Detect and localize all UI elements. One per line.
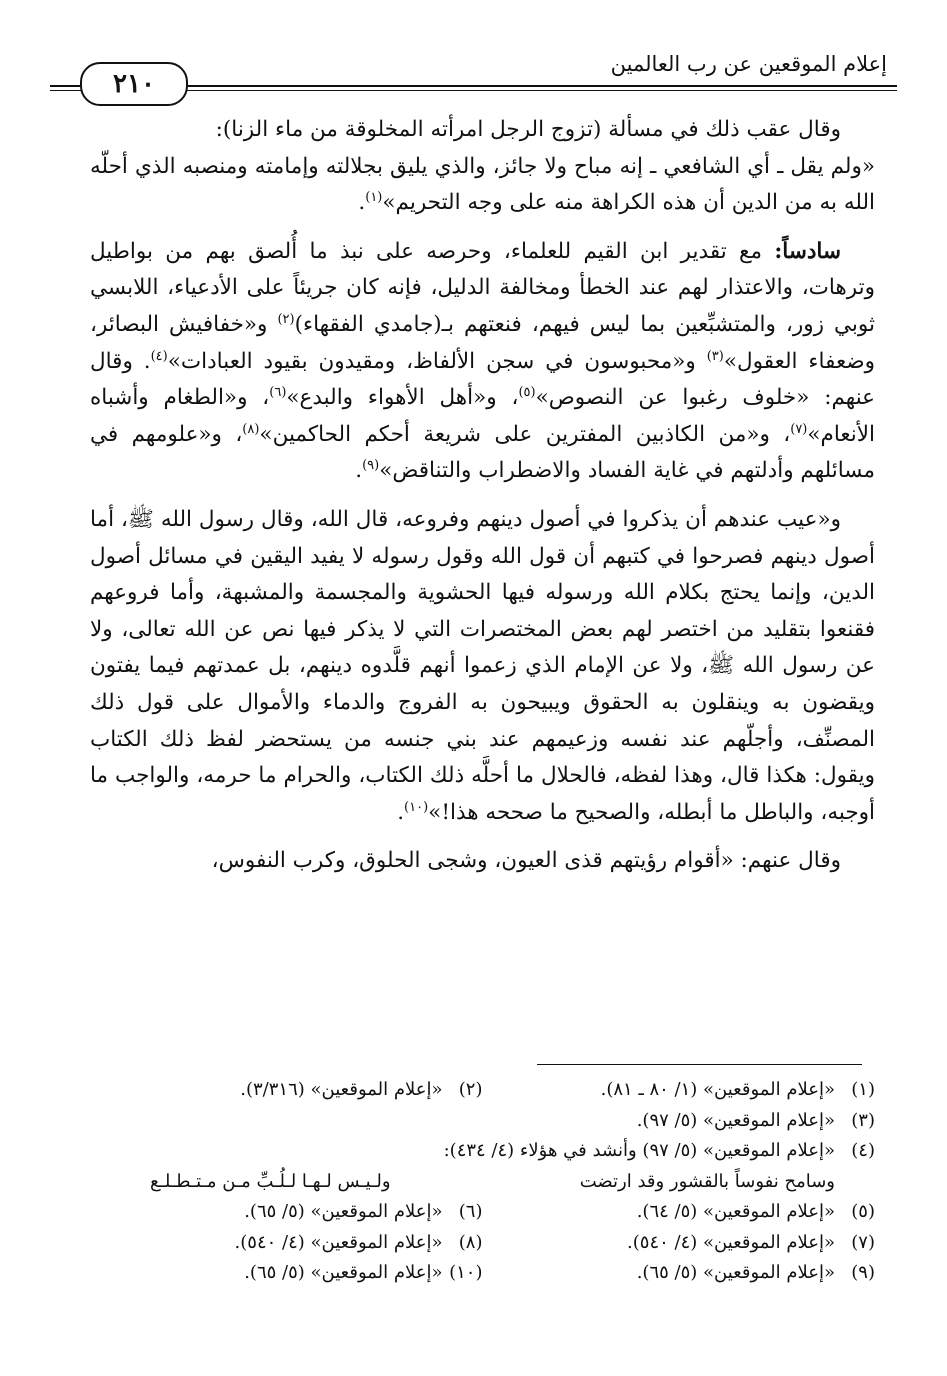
p2-end: . xyxy=(355,458,363,484)
footnote-text: «إعلام الموقعين» (٤/ ٥٤٠). xyxy=(627,1231,835,1253)
footnote-row xyxy=(90,1228,875,1259)
footnote-ref-4: (٤) xyxy=(150,348,168,364)
footnote-7 xyxy=(483,1228,876,1259)
footnote-number: (١) xyxy=(851,1079,875,1100)
footnote-separator xyxy=(537,1064,862,1065)
footnote-text: «إعلام الموقعين» (٥/ ٩٧). xyxy=(636,1109,835,1131)
footnote-number: (٤) xyxy=(851,1140,875,1161)
p4-text: وقال عنهم: «أقوام رؤيتهم قذى العيون، وشجى الحلوق، وكرب النفوس، xyxy=(211,848,841,874)
footnote-text: «إعلام الموقعين» (١/ ٨٠ ـ ٨١). xyxy=(600,1079,835,1100)
footnote-number: (٣) xyxy=(851,1109,875,1131)
footnote-text: «إعلام الموقعين» (٥/ ٦٥). xyxy=(244,1201,443,1222)
footnote-text: «إعلام الموقعين» (٥/ ٦٥). xyxy=(636,1262,835,1283)
footnote-number: (٩) xyxy=(851,1262,875,1283)
footnote-ref-7: (٧) xyxy=(790,421,808,437)
p2-text-e: ، و«أهل الأهواء والبدع» xyxy=(286,385,519,411)
footnote-10 xyxy=(90,1258,483,1289)
footnote-text: «إعلام الموقعين» (٥/ ٩٧) وأنشد في هؤلاء (٤/ ٤٣٤): xyxy=(443,1140,835,1161)
footnote-ref-2: (٢) xyxy=(277,311,295,327)
footnote-3 xyxy=(637,1106,875,1137)
footnote-4 xyxy=(444,1136,875,1167)
footnote-number: (٧) xyxy=(851,1231,875,1253)
paragraph-4 xyxy=(90,843,875,880)
footnote-text: «إعلام الموقعين» (٤/ ٥٤٠). xyxy=(234,1231,443,1253)
p1-line1: وقال عقب ذلك في مسألة (تزوج الرجل امرأته المخلوقة من ماء الزنا): xyxy=(215,117,841,142)
footnote-ref-6: (٦) xyxy=(269,385,287,400)
p2-text-f: ، و«الطغام وأشباه الأنعام» xyxy=(90,385,875,447)
footnote-ref-10: (١٠) xyxy=(404,799,429,815)
p2-text-d: . وقال عنهم: «خلوف رغبوا عن النصوص» xyxy=(90,348,876,411)
paragraph-1: وقال عقب ذلك في مسألة (تزوج الرجل امرأته المخلوقة من ماء الزنا): «ولم يقل ـ أي الشافعي ـ إنه مباح ولا جائز، والذي يليق بجلالته وإمامته ومنصبه الذي أحلّه الله به من الدين أن هذه الكراهة منه على وجه التحريم»$^{(١)}$. xyxy=(90,117,875,216)
poem-verse xyxy=(90,1167,875,1198)
p2-text-c: و«محبوسون في سجن الألفاظ، ومقيدون بقيود العبادات» xyxy=(167,348,707,374)
p3-text: و«عيب عندهم أن يذكروا في أصول دينهم وفروعه، قال الله، وقال رسول الله ﷺ، أما أصول دينهم فصرحوا في كتبهم أن قول الله وقول رسوله لا يفيد اليقين في مسائل أصول الدين، وإنما يحتج بكلام الله ورسوله فيها الحشوية والمجسمة والمشبهة، وأما فروعهم فقنعوا بتقليد من اختصر لهم بعض المختصرات التي لا يذكر فيها نص عن الله تعالى، ولا عن رسول الله ﷺ، ولا عن الإمام الذي زعموا أنهم قلَّدوه دينهم، بل عمدتهم فيما يفتون ويقضون به وينقلون به الحقوق ويبيحون به الفروج والدماء والأموال على قول ذلك المصنِّف، وأجلّهم عند نفسه وزعيمهم عند بني جنسه من يستحضر لفظ ذلك الكتاب ويقول: هكذا قال، وهذا لفظه، فالحلال ما أحلَّه ذلك الكتاب، والحرام ما حرمه، والواجب ما أوجبه، والباطل ما أبطله، والصحيح ما صححه هذا!» xyxy=(90,506,875,825)
p1-line2: «ولم يقل ـ أي الشافعي ـ إنه مباح ولا جائز، والذي يليق بجلالته وإمامته ومنصبه الذي أحلّه الله به من الدين أن هذه الكراهة منه على وجه التحريم» xyxy=(90,153,875,216)
footnote-number: (٦) xyxy=(458,1201,483,1222)
footnote-number: (٨) xyxy=(458,1231,483,1253)
footnote-1 xyxy=(483,1075,876,1106)
footnote-2 xyxy=(90,1075,483,1106)
footnote-row xyxy=(90,1258,875,1289)
footnote-8 xyxy=(90,1228,483,1259)
p2-text-h: ، و«علومهم في مسائلهم وأدلتهم في غاية الفساد والاضطراب والتناقض» xyxy=(90,421,875,484)
footnote-ref-5: (٥) xyxy=(518,385,536,400)
footnote-number: (٢) xyxy=(458,1079,483,1100)
p2-text-a: مع تقدير ابن القيم للعلماء، وحرصه على نبذ ما أُلصق بهم من بواطيل وترهات، والاعتذار لهم عند الخطأ ومخالفة الدليل، فإنه كان جريئاً على الأدعياء، اللابسي ثوبي زور، والمتشبِّعين بما ليس فيهم، فنعتهم بـ(جامدي الفقهاء) xyxy=(90,238,875,337)
footnote-ref-8: (٨) xyxy=(242,421,260,437)
footnote-text: «إعلام الموقعين» (٥/ ٦٥). xyxy=(244,1262,443,1283)
page-number: ٢١٠ xyxy=(80,62,188,106)
footnote-row xyxy=(90,1106,875,1137)
p2-text-g: ، و«من الكاذبين المفترين على شريعة أحكم الحاكمين» xyxy=(259,421,791,447)
p2-text-b: و«خفافيش البصائر، وضعفاء العقول» xyxy=(90,311,875,374)
running-title: إعلام الموقعين عن رب العالمين xyxy=(610,52,887,76)
page-header xyxy=(50,40,897,98)
verse-second-half: ولـيـس لـهـا لـلُـبِّ مـن مـتـطـلـع xyxy=(150,1170,391,1192)
footnote-6 xyxy=(90,1197,483,1228)
footnote-5 xyxy=(483,1197,876,1228)
footnote-ref-3: (٣) xyxy=(706,348,724,364)
verse-first-half: وسامح نفوساً بالقشور وقد ارتضت xyxy=(579,1170,835,1192)
section-lead: سادساً: xyxy=(774,238,841,264)
main-text xyxy=(90,112,875,892)
footnote-9 xyxy=(483,1258,876,1289)
paragraph-3 xyxy=(90,502,875,831)
footnote-row xyxy=(90,1075,875,1106)
footnote-ref-1: (١) xyxy=(365,190,383,206)
footnote-ref-9: (٩) xyxy=(362,458,380,474)
footnote-text: «إعلام الموقعين» (٥/ ٦٤). xyxy=(636,1201,835,1222)
footnote-number: (٥) xyxy=(851,1201,875,1222)
footnotes xyxy=(90,1075,875,1289)
footnote-number: (١٠) xyxy=(449,1262,483,1283)
paragraph-2 xyxy=(90,234,875,490)
footnote-text: «إعلام الموقعين» (٣/٣١٦). xyxy=(240,1079,443,1100)
footnote-row xyxy=(90,1136,875,1167)
footnote-row xyxy=(90,1197,875,1228)
p3-end: . xyxy=(397,799,405,825)
